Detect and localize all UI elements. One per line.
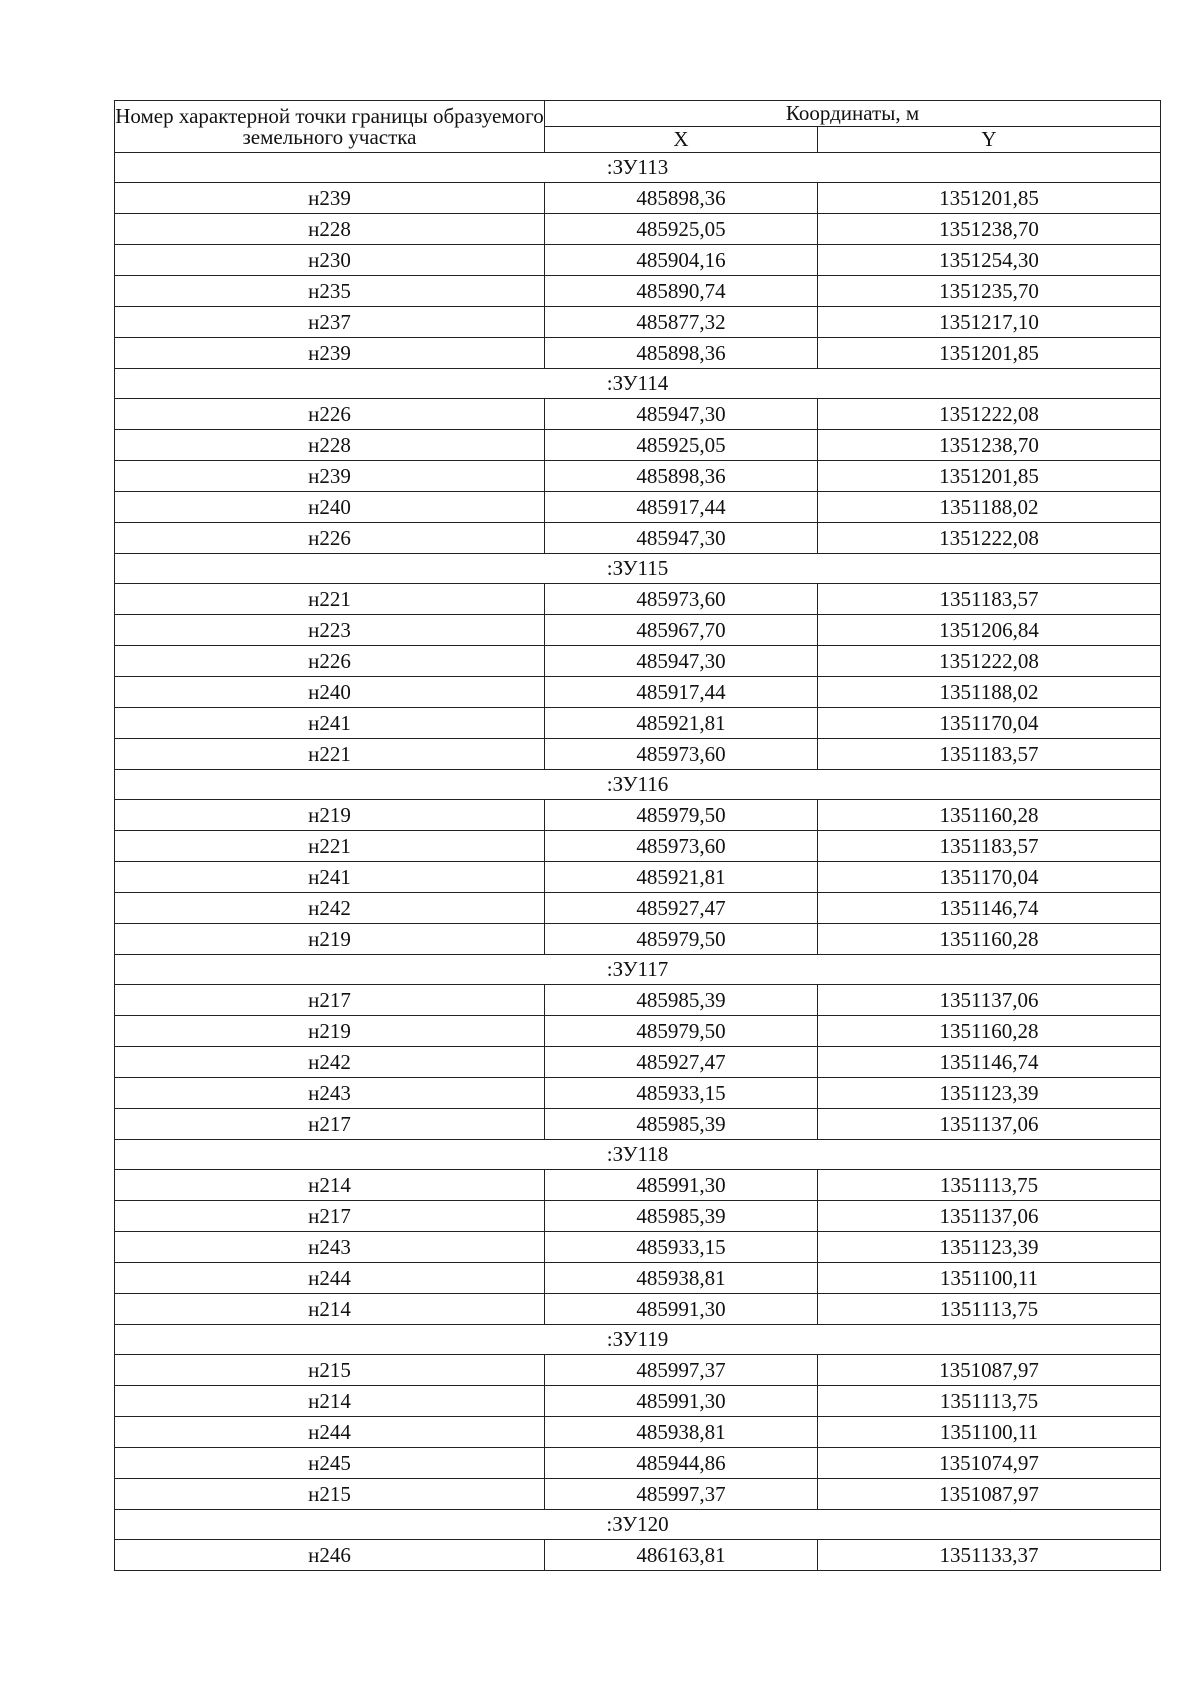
section-label: :ЗУ117 xyxy=(115,955,1161,985)
section-label: :ЗУ115 xyxy=(115,554,1161,584)
section-row xyxy=(115,770,1161,800)
point-number-cell: н228 xyxy=(115,214,545,245)
x-coordinate-cell: 485979,50 xyxy=(545,924,818,955)
point-number-cell: н243 xyxy=(115,1078,545,1109)
x-coordinate-cell: 485933,15 xyxy=(545,1232,818,1263)
point-number-cell: н239 xyxy=(115,183,545,214)
x-coordinate-cell: 485991,30 xyxy=(545,1294,818,1325)
x-coordinate-cell: 485898,36 xyxy=(545,183,818,214)
y-coordinate-cell: 1351183,57 xyxy=(818,584,1161,615)
section-row xyxy=(115,1325,1161,1355)
y-coordinate-cell: 1351137,06 xyxy=(818,1201,1161,1232)
y-coordinate-cell: 1351222,08 xyxy=(818,399,1161,430)
point-number-cell: н221 xyxy=(115,831,545,862)
point-number-cell: н214 xyxy=(115,1294,545,1325)
section-label: :ЗУ119 xyxy=(115,1325,1161,1355)
section-label: :ЗУ114 xyxy=(115,369,1161,399)
point-number-cell: н244 xyxy=(115,1417,545,1448)
y-coordinate-cell: 1351183,57 xyxy=(818,739,1161,770)
y-column-header: Y xyxy=(818,127,1161,153)
x-coordinate-cell: 485921,81 xyxy=(545,708,818,739)
point-number-cell: н221 xyxy=(115,584,545,615)
table-row xyxy=(115,1263,1161,1294)
x-coordinate-cell: 485944,86 xyxy=(545,1448,818,1479)
y-coordinate-cell: 1351222,08 xyxy=(818,523,1161,554)
point-number-cell: н242 xyxy=(115,1047,545,1078)
x-coordinate-cell: 485904,16 xyxy=(545,245,818,276)
table-row xyxy=(115,1479,1161,1510)
point-number-cell: н219 xyxy=(115,924,545,955)
x-coordinate-cell: 485979,50 xyxy=(545,1016,818,1047)
point-number-cell: н226 xyxy=(115,523,545,554)
table-body xyxy=(115,153,1161,1571)
table-row xyxy=(115,276,1161,307)
x-coordinate-cell: 485933,15 xyxy=(545,1078,818,1109)
x-column-header: X xyxy=(545,127,818,153)
y-coordinate-cell: 1351170,04 xyxy=(818,862,1161,893)
x-coordinate-cell: 485921,81 xyxy=(545,862,818,893)
x-coordinate-cell: 485973,60 xyxy=(545,584,818,615)
point-number-cell: н226 xyxy=(115,646,545,677)
x-coordinate-cell: 485938,81 xyxy=(545,1263,818,1294)
x-coordinate-cell: 485927,47 xyxy=(545,893,818,924)
x-coordinate-cell: 485985,39 xyxy=(545,1201,818,1232)
y-coordinate-cell: 1351235,70 xyxy=(818,276,1161,307)
y-coordinate-cell: 1351133,37 xyxy=(818,1540,1161,1571)
table-row xyxy=(115,862,1161,893)
point-number-cell: н226 xyxy=(115,399,545,430)
y-coordinate-cell: 1351238,70 xyxy=(818,430,1161,461)
point-number-cell: н223 xyxy=(115,615,545,646)
y-coordinate-cell: 1351201,85 xyxy=(818,183,1161,214)
x-coordinate-cell: 485927,47 xyxy=(545,1047,818,1078)
y-coordinate-cell: 1351100,11 xyxy=(818,1263,1161,1294)
y-coordinate-cell: 1351183,57 xyxy=(818,831,1161,862)
x-coordinate-cell: 485985,39 xyxy=(545,1109,818,1140)
x-coordinate-cell: 485997,37 xyxy=(545,1355,818,1386)
table-row xyxy=(115,739,1161,770)
point-number-cell: н217 xyxy=(115,1109,545,1140)
point-number-cell: н217 xyxy=(115,985,545,1016)
y-coordinate-cell: 1351123,39 xyxy=(818,1232,1161,1263)
table-row xyxy=(115,214,1161,245)
point-number-cell: н243 xyxy=(115,1232,545,1263)
table-row xyxy=(115,338,1161,369)
y-coordinate-cell: 1351160,28 xyxy=(818,800,1161,831)
table-row xyxy=(115,1417,1161,1448)
table-row xyxy=(115,831,1161,862)
table-row xyxy=(115,1294,1161,1325)
table-row xyxy=(115,1047,1161,1078)
x-coordinate-cell: 485979,50 xyxy=(545,800,818,831)
table-row xyxy=(115,1109,1161,1140)
point-number-cell: н214 xyxy=(115,1386,545,1417)
y-coordinate-cell: 1351074,97 xyxy=(818,1448,1161,1479)
point-number-cell: н228 xyxy=(115,430,545,461)
table-row xyxy=(115,183,1161,214)
point-number-cell: н217 xyxy=(115,1201,545,1232)
document-page xyxy=(114,100,1160,1571)
table-row xyxy=(115,615,1161,646)
table-row xyxy=(115,492,1161,523)
x-coordinate-cell: 485973,60 xyxy=(545,739,818,770)
point-number-cell: н241 xyxy=(115,708,545,739)
table-row xyxy=(115,708,1161,739)
y-coordinate-cell: 1351222,08 xyxy=(818,646,1161,677)
x-coordinate-cell: 485973,60 xyxy=(545,831,818,862)
section-label: :ЗУ120 xyxy=(115,1510,1161,1540)
x-coordinate-cell: 485938,81 xyxy=(545,1417,818,1448)
y-coordinate-cell: 1351087,97 xyxy=(818,1355,1161,1386)
y-coordinate-cell: 1351217,10 xyxy=(818,307,1161,338)
table-row xyxy=(115,461,1161,492)
table-row xyxy=(115,1386,1161,1417)
y-coordinate-cell: 1351188,02 xyxy=(818,492,1161,523)
y-coordinate-cell: 1351146,74 xyxy=(818,893,1161,924)
x-coordinate-cell: 485991,30 xyxy=(545,1386,818,1417)
table-row xyxy=(115,523,1161,554)
table-row xyxy=(115,893,1161,924)
x-coordinate-cell: 485917,44 xyxy=(545,492,818,523)
point-number-cell: н219 xyxy=(115,800,545,831)
y-coordinate-cell: 1351137,06 xyxy=(818,985,1161,1016)
section-row xyxy=(115,369,1161,399)
point-number-cell: н239 xyxy=(115,461,545,492)
table-row xyxy=(115,1232,1161,1263)
x-coordinate-cell: 485947,30 xyxy=(545,399,818,430)
x-coordinate-cell: 485890,74 xyxy=(545,276,818,307)
section-row xyxy=(115,1140,1161,1170)
point-number-cell: н237 xyxy=(115,307,545,338)
table-row xyxy=(115,307,1161,338)
y-coordinate-cell: 1351146,74 xyxy=(818,1047,1161,1078)
x-coordinate-cell: 485997,37 xyxy=(545,1479,818,1510)
table-row xyxy=(115,1170,1161,1201)
point-number-cell: н240 xyxy=(115,677,545,708)
table-row xyxy=(115,800,1161,831)
coordinates-table xyxy=(114,100,1161,1571)
table-row xyxy=(115,245,1161,276)
table-row xyxy=(115,985,1161,1016)
table-row xyxy=(115,1448,1161,1479)
table-row xyxy=(115,1540,1161,1571)
y-coordinate-cell: 1351113,75 xyxy=(818,1386,1161,1417)
y-coordinate-cell: 1351206,84 xyxy=(818,615,1161,646)
y-coordinate-cell: 1351201,85 xyxy=(818,338,1161,369)
point-number-cell: н239 xyxy=(115,338,545,369)
table-row xyxy=(115,1355,1161,1386)
section-row xyxy=(115,153,1161,183)
x-coordinate-cell: 485985,39 xyxy=(545,985,818,1016)
y-coordinate-cell: 1351113,75 xyxy=(818,1170,1161,1201)
x-coordinate-cell: 485947,30 xyxy=(545,646,818,677)
point-number-cell: н219 xyxy=(115,1016,545,1047)
x-coordinate-cell: 485898,36 xyxy=(545,461,818,492)
y-coordinate-cell: 1351254,30 xyxy=(818,245,1161,276)
point-number-cell: н214 xyxy=(115,1170,545,1201)
table-row xyxy=(115,677,1161,708)
y-coordinate-cell: 1351238,70 xyxy=(818,214,1161,245)
y-coordinate-cell: 1351100,11 xyxy=(818,1417,1161,1448)
point-number-cell: н242 xyxy=(115,893,545,924)
point-number-cell: н215 xyxy=(115,1479,545,1510)
x-coordinate-cell: 486163,81 xyxy=(545,1540,818,1571)
section-row xyxy=(115,1510,1161,1540)
table-row xyxy=(115,924,1161,955)
point-number-cell: н241 xyxy=(115,862,545,893)
y-coordinate-cell: 1351137,06 xyxy=(818,1109,1161,1140)
coordinates-header: Координаты, м xyxy=(545,101,1161,127)
x-coordinate-cell: 485877,32 xyxy=(545,307,818,338)
x-coordinate-cell: 485917,44 xyxy=(545,677,818,708)
x-coordinate-cell: 485898,36 xyxy=(545,338,818,369)
section-label: :ЗУ116 xyxy=(115,770,1161,800)
point-number-header: Номер характерной точки границы образуемого земельного участка xyxy=(115,101,545,153)
x-coordinate-cell: 485947,30 xyxy=(545,523,818,554)
y-coordinate-cell: 1351123,39 xyxy=(818,1078,1161,1109)
point-number-cell: н244 xyxy=(115,1263,545,1294)
point-number-cell: н240 xyxy=(115,492,545,523)
section-label: :ЗУ113 xyxy=(115,153,1161,183)
point-number-cell: н246 xyxy=(115,1540,545,1571)
point-number-cell: н215 xyxy=(115,1355,545,1386)
point-number-cell: н221 xyxy=(115,739,545,770)
table-row xyxy=(115,399,1161,430)
point-number-cell: н230 xyxy=(115,245,545,276)
y-coordinate-cell: 1351201,85 xyxy=(818,461,1161,492)
x-coordinate-cell: 485925,05 xyxy=(545,430,818,461)
y-coordinate-cell: 1351170,04 xyxy=(818,708,1161,739)
y-coordinate-cell: 1351087,97 xyxy=(818,1479,1161,1510)
table-row xyxy=(115,646,1161,677)
point-number-cell: н235 xyxy=(115,276,545,307)
x-coordinate-cell: 485991,30 xyxy=(545,1170,818,1201)
section-row xyxy=(115,955,1161,985)
point-number-cell: н245 xyxy=(115,1448,545,1479)
y-coordinate-cell: 1351160,28 xyxy=(818,1016,1161,1047)
table-row xyxy=(115,1201,1161,1232)
table-row xyxy=(115,1078,1161,1109)
y-coordinate-cell: 1351188,02 xyxy=(818,677,1161,708)
x-coordinate-cell: 485967,70 xyxy=(545,615,818,646)
table-row xyxy=(115,430,1161,461)
section-label: :ЗУ118 xyxy=(115,1140,1161,1170)
table-row xyxy=(115,584,1161,615)
section-row xyxy=(115,554,1161,584)
y-coordinate-cell: 1351160,28 xyxy=(818,924,1161,955)
y-coordinate-cell: 1351113,75 xyxy=(818,1294,1161,1325)
table-row xyxy=(115,1016,1161,1047)
x-coordinate-cell: 485925,05 xyxy=(545,214,818,245)
